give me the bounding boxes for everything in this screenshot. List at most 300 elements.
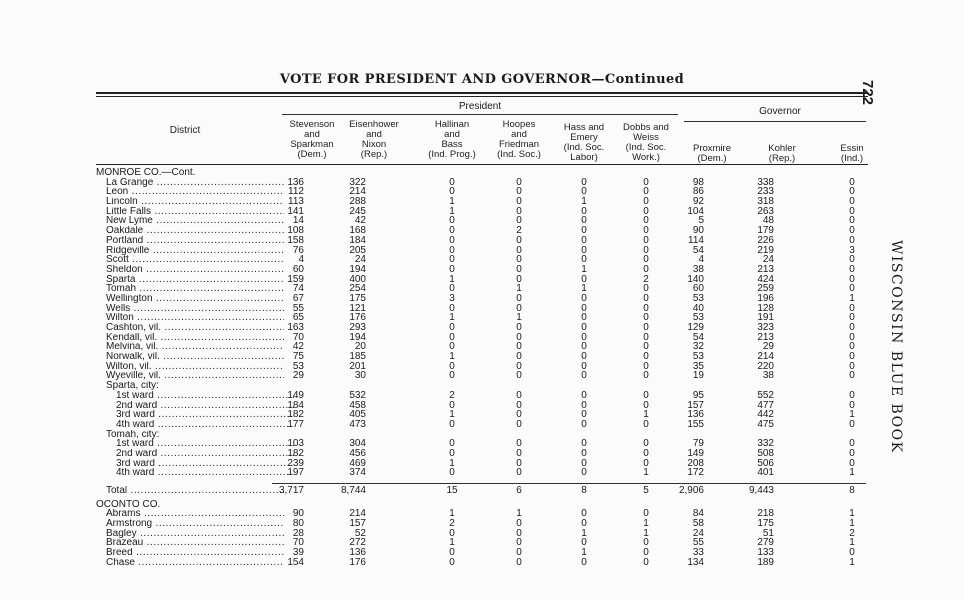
vote-cell: 0 xyxy=(849,547,855,559)
column-header xyxy=(608,123,684,163)
table-row: 3rd ward ..... 239 469 1 0 0 0 208 506 0 xyxy=(0,459,964,469)
vote-cell: 1 xyxy=(581,196,587,208)
column-header-line: (Ind. Soc.) xyxy=(497,149,541,160)
vote-cell: 1 xyxy=(449,351,455,363)
vote-cell: 0 xyxy=(516,537,522,549)
table-row: Wyeville, vil. ..... 29 30 0 0 0 0 19 38 0 xyxy=(0,371,964,381)
vote-cell: 1 xyxy=(449,196,455,208)
vote-cell: 0 xyxy=(849,418,855,430)
vote-cell: 3 xyxy=(449,292,455,304)
vote-cell: 0 xyxy=(643,254,649,266)
vote-cell: 0 xyxy=(449,176,455,188)
vote-cell: 2 xyxy=(643,273,649,285)
vote-cell: 0 xyxy=(449,254,455,266)
vote-cell: 5 xyxy=(643,485,649,496)
table-row: Leon ..... 112 214 0 0 0 0 86 233 0 xyxy=(0,187,964,197)
table-row: 2nd ward ..... 182 456 0 0 0 0 149 508 0 xyxy=(0,449,964,459)
table-row: Abrams ..... 90 214 1 1 0 0 84 218 1 xyxy=(0,509,964,519)
vote-cell: 2 xyxy=(449,389,455,401)
vote-cell: 0 xyxy=(516,292,522,304)
vote-cell: 0 xyxy=(449,467,455,479)
vote-cell: 0 xyxy=(516,409,522,421)
vote-cell: 0 xyxy=(449,556,455,568)
row-label: 4th ward ..... xyxy=(116,420,294,430)
table-row: Bagley ..... 28 52 0 0 1 1 24 51 2 xyxy=(0,529,964,539)
vote-cell: 0 xyxy=(643,225,649,237)
vote-cell: 1 xyxy=(516,312,522,324)
total-rule xyxy=(272,483,866,484)
vote-cell: 0 xyxy=(516,547,522,559)
table-row: Breed ..... 39 136 0 0 1 0 33 133 0 xyxy=(0,548,964,558)
vote-cell: 0 xyxy=(849,399,855,411)
vote-cell: 0 xyxy=(849,351,855,363)
table-row: Norwalk, vil. ..... 75 185 1 0 0 0 53 214 0 xyxy=(0,352,964,362)
vote-cell: 0 xyxy=(643,234,649,246)
table-row: Portland ..... 158 184 0 0 0 0 114 226 0 xyxy=(0,236,964,246)
top-rule-thick xyxy=(96,92,868,94)
vote-cell: 0 xyxy=(849,215,855,227)
table-row: Oakdale ..... 108 168 0 2 0 0 90 179 0 xyxy=(0,226,964,236)
table-row: Ridgeville ..... 76 205 0 0 0 0 54 219 3 xyxy=(0,246,964,256)
vote-cell: 0 xyxy=(849,370,855,382)
vote-cell: 1 xyxy=(449,409,455,421)
vote-cell: 0 xyxy=(449,215,455,227)
vote-cell: 1 xyxy=(581,283,587,295)
row-label: Armstrong ..... xyxy=(106,519,284,529)
vote-cell: 0 xyxy=(449,302,455,314)
vote-cell: 0 xyxy=(581,389,587,401)
vote-cell: 0 xyxy=(849,331,855,343)
row-label: 2nd ward ..... xyxy=(116,401,294,411)
vote-cell: 0 xyxy=(849,302,855,314)
column-header-line: Essin xyxy=(840,143,864,154)
table-row: Chase ..... 154 176 0 0 0 0 134 189 1 xyxy=(0,558,964,568)
vote-cell: 0 xyxy=(581,302,587,314)
vote-cell: 0 xyxy=(643,263,649,275)
table-row: Wilton ..... 65 176 1 1 0 0 53 191 0 xyxy=(0,313,964,323)
row-label: Tomah ..... xyxy=(106,284,284,294)
column-header-line: Work.) xyxy=(632,152,660,163)
vote-cell: 0 xyxy=(581,360,587,372)
vote-cell: 0 xyxy=(516,302,522,314)
table-row: Wellington ..... 67 175 3 0 0 0 53 196 1 xyxy=(0,294,964,304)
vote-cell: 1 xyxy=(643,518,649,530)
row-label: Wyeville, vil. ..... xyxy=(106,371,284,381)
vote-cell: 0 xyxy=(516,254,522,266)
table-row: 1st ward ..... 103 304 0 0 0 0 79 332 0 xyxy=(0,439,964,449)
vote-cell: 1 xyxy=(449,205,455,217)
vote-cell: 0 xyxy=(449,234,455,246)
president-group-rule xyxy=(282,114,678,115)
running-head: WISCONSIN BLUE BOOK xyxy=(888,240,904,454)
vote-cell: 1 xyxy=(849,518,855,530)
column-header xyxy=(414,120,490,160)
row-label: Oakdale ..... xyxy=(106,226,284,236)
vote-cell: 0 xyxy=(643,508,649,520)
county-row xyxy=(0,500,964,510)
vote-cell: 0 xyxy=(581,234,587,246)
vote-cell: 0 xyxy=(516,244,522,256)
vote-cell: 0 xyxy=(643,370,649,382)
vote-cell: 0 xyxy=(643,341,649,353)
vote-cell: 0 xyxy=(449,527,455,539)
vote-cell: 0 xyxy=(516,399,522,411)
vote-cell: 0 xyxy=(643,215,649,227)
vote-cell: 0 xyxy=(643,186,649,198)
table-row: 4th ward ..... 177 473 0 0 0 0 155 475 0 xyxy=(0,420,964,430)
vote-table xyxy=(0,168,964,568)
vote-cell: 0 xyxy=(449,186,455,198)
vote-cell: 0 xyxy=(849,186,855,198)
vote-cell: 0 xyxy=(643,547,649,559)
column-header-line: Sparkman xyxy=(290,139,334,150)
vote-cell: 0 xyxy=(643,176,649,188)
vote-cell: 0 xyxy=(581,508,587,520)
vote-cell: 0 xyxy=(449,447,455,459)
vote-cell: 0 xyxy=(449,331,455,343)
column-header-line: (Ind.) xyxy=(840,153,864,164)
vote-cell: 0 xyxy=(516,438,522,450)
vote-cell: 0 xyxy=(581,556,587,568)
column-header-line: and xyxy=(444,129,460,140)
row-label: Melvina, vil. ..... xyxy=(106,342,284,352)
vote-cell: 0 xyxy=(643,351,649,363)
vote-cell: 1 xyxy=(849,467,855,479)
row-label: Little Falls ..... xyxy=(106,207,284,217)
vote-cell: 0 xyxy=(449,244,455,256)
row-label: Tomah, city: xyxy=(106,429,160,440)
vote-cell: 1 xyxy=(849,292,855,304)
table-row: Cashton, vil. ..... 163 293 0 0 0 0 129 323 0 xyxy=(0,323,964,333)
table-row: Sparta ..... 159 400 1 0 0 2 140 424 0 xyxy=(0,275,964,285)
vote-cell: 0 xyxy=(516,186,522,198)
vote-cell: 0 xyxy=(849,341,855,353)
vote-cell: 1 xyxy=(849,556,855,568)
vote-cell: 0 xyxy=(643,457,649,469)
row-label: Kendall, vil. ..... xyxy=(106,333,284,343)
vote-cell: 0 xyxy=(849,312,855,324)
column-header-line: and xyxy=(511,129,527,140)
vote-cell: 0 xyxy=(849,205,855,217)
vote-cell: 0 xyxy=(516,196,522,208)
table-row: Little Falls ..... 141 245 1 0 0 0 104 263 0 xyxy=(0,207,964,217)
column-header-line: Proxmire xyxy=(692,143,731,154)
table-row: Wilton, vil. ..... 53 201 0 0 0 0 35 220 0 xyxy=(0,362,964,372)
top-rule-thin xyxy=(96,96,868,97)
vote-cell: 1 xyxy=(643,467,649,479)
vote-cell: 0 xyxy=(516,205,522,217)
row-label: Sparta, city: xyxy=(106,381,159,391)
row-label: MONROE CO.—Cont. xyxy=(96,168,196,178)
vote-cell: 1 xyxy=(516,508,522,520)
vote-cell: 1 xyxy=(849,508,855,520)
row-label: Cashton, vil. ..... xyxy=(106,323,284,333)
vote-cell: 0 xyxy=(516,527,522,539)
column-header-line: and xyxy=(304,129,320,140)
vote-cell: 6 xyxy=(516,485,522,496)
column-header-line: Bass xyxy=(441,139,463,150)
row-label: Total ..... xyxy=(106,486,284,496)
vote-cell: 0 xyxy=(643,438,649,450)
district-header: District xyxy=(169,125,201,136)
column-header-line: Eisenhower xyxy=(349,119,399,130)
vote-cell: 2 xyxy=(516,225,522,237)
row-label: Brazeau ..... xyxy=(106,538,284,548)
table-row: 2nd ward ..... 184 458 0 0 0 0 157 477 0 xyxy=(0,401,964,411)
vote-cell: 0 xyxy=(581,273,587,285)
vote-cell: 0 xyxy=(516,418,522,430)
vote-cell: 0 xyxy=(581,225,587,237)
row-label: Sparta ..... xyxy=(106,275,284,285)
column-header-line: Hallinan xyxy=(434,119,470,130)
vote-cell: 0 xyxy=(516,360,522,372)
vote-cell: 0 xyxy=(581,322,587,333)
row-label: 1st ward ..... xyxy=(116,391,294,401)
vote-cell: 0 xyxy=(449,547,455,559)
vote-cell: 0 xyxy=(643,399,649,411)
vote-cell: 0 xyxy=(581,254,587,266)
total-row: Total ..... 3,717 8,744 15 6 8 5 2,906 9,443 8 xyxy=(0,486,964,496)
vote-cell: 0 xyxy=(581,292,587,304)
vote-cell: 0 xyxy=(449,283,455,295)
column-header-line: Friedman xyxy=(498,139,540,150)
vote-cell: 8 xyxy=(581,485,587,496)
vote-cell: 0 xyxy=(849,457,855,469)
vote-cell: 1 xyxy=(643,527,649,539)
vote-cell: 0 xyxy=(581,467,587,479)
vote-cell: 0 xyxy=(643,360,649,372)
county-row xyxy=(0,168,964,178)
vote-cell: 0 xyxy=(516,351,522,363)
vote-cell: 2 xyxy=(849,527,855,539)
vote-cell: 0 xyxy=(643,196,649,208)
row-label: New Lyme ..... xyxy=(106,216,284,226)
vote-cell: 0 xyxy=(581,176,587,188)
vote-cell: 0 xyxy=(516,215,522,227)
vote-cell: 0 xyxy=(516,518,522,530)
row-label: Sheldon ..... xyxy=(106,265,284,275)
header-bottom-rule xyxy=(96,164,868,165)
vote-cell: 0 xyxy=(849,263,855,275)
row-label: Wilton ..... xyxy=(106,313,284,323)
column-header-line: Dobbs and xyxy=(623,122,669,133)
table-row: Kendall, vil. ..... 70 194 0 0 0 0 54 213 0 xyxy=(0,333,964,343)
column-header-line: Weiss xyxy=(633,132,659,143)
column-header-line: (Dem.) xyxy=(297,149,327,160)
vote-cell: 1 xyxy=(581,547,587,559)
vote-cell: 0 xyxy=(581,244,587,256)
vote-cell: 0 xyxy=(581,205,587,217)
vote-cell: 0 xyxy=(643,244,649,256)
vote-cell: 0 xyxy=(581,341,587,353)
table-row: Tomah ..... 74 254 0 1 1 0 60 259 0 xyxy=(0,284,964,294)
vote-cell: 0 xyxy=(849,283,855,295)
vote-cell: 0 xyxy=(581,351,587,363)
row-label: Wilton, vil. ..... xyxy=(106,362,284,372)
vote-cell: 0 xyxy=(849,234,855,246)
row-label: Ridgeville ..... xyxy=(106,246,284,256)
vote-cell: 0 xyxy=(516,263,522,275)
vote-cell: 1 xyxy=(581,263,587,275)
column-header-line: Hass and xyxy=(563,122,605,133)
vote-cell: 0 xyxy=(581,186,587,198)
vote-cell: 0 xyxy=(516,322,522,333)
vote-cell: 1 xyxy=(516,283,522,295)
row-label: 4th ward ..... xyxy=(116,468,294,478)
vote-cell: 1 xyxy=(449,312,455,324)
vote-cell: 0 xyxy=(516,447,522,459)
vote-cell: 0 xyxy=(449,225,455,237)
vote-cell: 0 xyxy=(449,263,455,275)
vote-cell: 0 xyxy=(449,399,455,411)
vote-cell: 0 xyxy=(449,418,455,430)
row-label: Chase ..... xyxy=(106,558,284,568)
row-label: Bagley ..... xyxy=(106,529,284,539)
table-row xyxy=(0,430,964,440)
column-header-line: Hoopes xyxy=(502,119,536,130)
column-header-line: Kohler xyxy=(768,143,796,154)
vote-cell: 0 xyxy=(581,418,587,430)
vote-cell: 0 xyxy=(449,438,455,450)
table-row: 1st ward ..... 149 532 2 0 0 0 95 552 0 xyxy=(0,391,964,401)
vote-cell: 0 xyxy=(643,292,649,304)
column-header-line: (Ind. Prog.) xyxy=(428,149,476,160)
table-row: Melvina, vil. ..... 42 20 0 0 0 0 32 29 0 xyxy=(0,342,964,352)
column-header-line: (Rep.) xyxy=(768,153,796,164)
row-label: Scott ..... xyxy=(106,255,284,265)
column-header xyxy=(674,144,750,164)
table-row xyxy=(0,381,964,391)
row-label: 3rd ward ..... xyxy=(116,459,294,469)
vote-cell: 0 xyxy=(449,341,455,353)
president-group-label: President xyxy=(458,101,502,112)
governor-group-label: Governor xyxy=(759,106,801,117)
vote-cell: 0 xyxy=(581,215,587,227)
vote-cell: 0 xyxy=(516,273,522,285)
vote-cell: 0 xyxy=(516,176,522,188)
vote-cell: 0 xyxy=(581,438,587,450)
column-header-line: Emery xyxy=(570,132,598,143)
column-header xyxy=(744,144,820,164)
table-row: 4th ward ..... 197 374 0 0 0 1 172 401 1 xyxy=(0,468,964,478)
column-header-line: (Dem.) xyxy=(697,153,727,164)
row-label: OCONTO CO. xyxy=(96,499,161,510)
vote-cell: 0 xyxy=(516,234,522,246)
vote-cell: 0 xyxy=(643,283,649,295)
vote-cell: 0 xyxy=(643,537,649,549)
vote-cell: 0 xyxy=(643,322,649,333)
governor-group-rule xyxy=(684,121,866,122)
row-label: 2nd ward ..... xyxy=(116,449,294,459)
row-label: Lincoln ..... xyxy=(106,197,284,207)
vote-cell: 0 xyxy=(449,360,455,372)
vote-cell: 3 xyxy=(849,244,855,256)
vote-cell: 1 xyxy=(449,457,455,469)
table-row: Lincoln ..... 113 288 1 0 1 0 92 318 0 xyxy=(0,197,964,207)
vote-cell: 0 xyxy=(643,302,649,314)
table-row: Sheldon ..... 60 194 0 0 1 0 38 213 0 xyxy=(0,265,964,275)
vote-cell: 0 xyxy=(643,205,649,217)
row-label: Wellington ..... xyxy=(106,294,284,304)
vote-cell: 0 xyxy=(643,556,649,568)
row-label: 1st ward ..... xyxy=(116,439,294,449)
vote-cell: 0 xyxy=(849,254,855,266)
vote-cell: 0 xyxy=(849,360,855,372)
vote-cell: 0 xyxy=(581,518,587,530)
table-row: 3rd ward ..... 182 405 1 0 0 1 136 442 1 xyxy=(0,410,964,420)
table-row: New Lyme ..... 14 42 0 0 0 0 5 48 0 xyxy=(0,216,964,226)
column-header-line: Stevenson xyxy=(289,119,335,130)
vote-cell: 0 xyxy=(581,447,587,459)
vote-cell: 0 xyxy=(581,312,587,324)
vote-cell: 0 xyxy=(516,370,522,382)
vote-cell: 0 xyxy=(581,370,587,382)
column-header-line: (Ind. Soc. xyxy=(563,142,605,153)
table-row: Brazeau ..... 70 272 1 0 0 0 55 279 1 xyxy=(0,538,964,548)
vote-cell: 0 xyxy=(849,273,855,285)
vote-cell: 0 xyxy=(849,322,855,333)
vote-cell: 2 xyxy=(449,518,455,530)
vote-cell: 0 xyxy=(449,370,455,382)
vote-cell: 0 xyxy=(581,409,587,421)
vote-cell: 8 xyxy=(849,485,855,496)
table-row: La Grange ..... 136 322 0 0 0 0 98 338 0 xyxy=(0,178,964,188)
vote-cell: 0 xyxy=(849,196,855,208)
vote-cell: 1 xyxy=(643,409,649,421)
vote-cell: 0 xyxy=(516,389,522,401)
column-header-line: Nixon xyxy=(361,139,387,150)
vote-cell: 0 xyxy=(581,331,587,343)
vote-cell: 0 xyxy=(849,389,855,401)
vote-cell: 0 xyxy=(516,556,522,568)
vote-cell: 0 xyxy=(849,447,855,459)
vote-cell: 0 xyxy=(849,438,855,450)
page-title: VOTE FOR PRESIDENT AND GOVERNOR—Continued xyxy=(279,72,685,87)
vote-cell: 0 xyxy=(643,447,649,459)
column-header-line: and xyxy=(366,129,382,140)
vote-cell: 0 xyxy=(643,331,649,343)
row-label: 3rd ward ..... xyxy=(116,410,294,420)
vote-cell: 0 xyxy=(516,457,522,469)
column-header-line: (Rep.) xyxy=(360,149,388,160)
vote-cell: 1 xyxy=(581,527,587,539)
vote-cell: 0 xyxy=(849,176,855,188)
vote-cell: 15 xyxy=(446,485,458,496)
vote-cell: 0 xyxy=(581,399,587,411)
vote-cell: 0 xyxy=(449,322,455,333)
row-label: Norwalk, vil. ..... xyxy=(106,352,284,362)
vote-cell: 0 xyxy=(581,457,587,469)
vote-cell: 0 xyxy=(643,389,649,401)
vote-cell: 0 xyxy=(581,537,587,549)
vote-cell: 1 xyxy=(449,537,455,549)
row-label: Leon ..... xyxy=(106,187,284,197)
table-row: Armstrong ..... 80 157 2 0 0 1 58 175 1 xyxy=(0,519,964,529)
page-number: 722 xyxy=(859,80,876,106)
row-label: Breed ..... xyxy=(106,548,284,558)
column-header-line: Labor) xyxy=(570,152,598,163)
vote-cell: 1 xyxy=(449,508,455,520)
column-header-line: (Ind. Soc. xyxy=(625,142,667,153)
vote-cell: 1 xyxy=(449,273,455,285)
table-row: Scott ..... 4 24 0 0 0 0 4 24 0 xyxy=(0,255,964,265)
row-label: Portland ..... xyxy=(106,236,284,246)
row-label: La Grange ..... xyxy=(106,178,284,188)
vote-cell: 0 xyxy=(516,341,522,353)
vote-cell: 0 xyxy=(516,331,522,343)
vote-cell: 1 xyxy=(849,409,855,421)
table-row: Wells ..... 55 121 0 0 0 0 40 128 0 xyxy=(0,304,964,314)
